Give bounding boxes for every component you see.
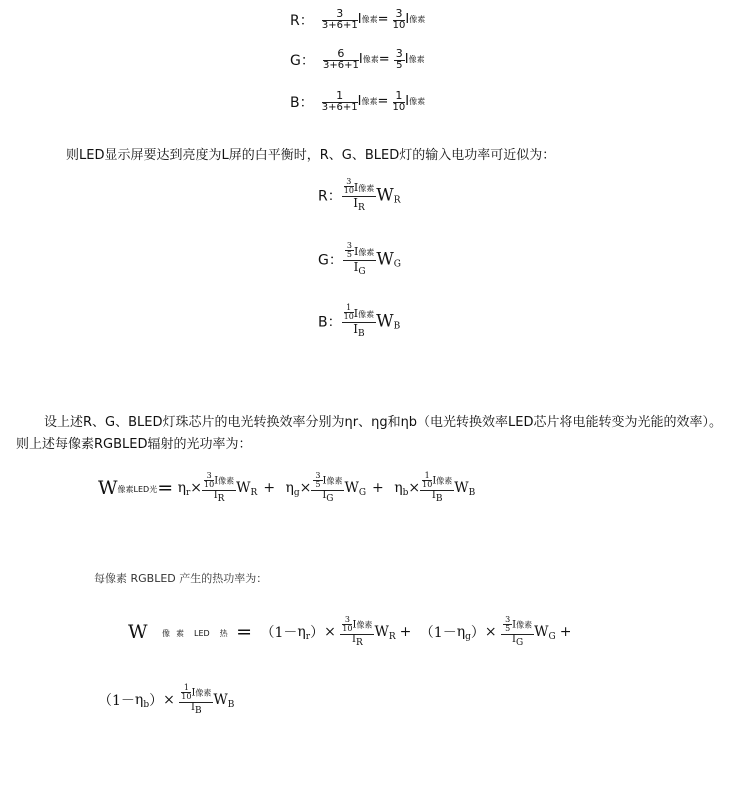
power-b-row: B： $\frac{1}{10}$ I像素 $I_B$ $W_B$ bbox=[318, 303, 401, 339]
heat-term-b: $\frac{1}{10}$ I像素 IB bbox=[181, 683, 212, 716]
share-b-fraction: $\frac{1}{3+6+1}$ bbox=[321, 89, 358, 113]
power-b-label: B： bbox=[318, 314, 342, 331]
power-g-label: G： bbox=[318, 252, 343, 269]
light-power-equation: W像素LED光= $\eta_r\times$ $\frac{3}{10}$ I像素 IR $W_R + \eta_g\times$ $\frac{3}{5}$ I像素 IG $W_G + \eta_b\times$ $\frac{1}{10}$ I像素 IB $W_B$ bbox=[98, 471, 476, 504]
paragraph-input-power: 则LED显示屏要达到亮度为L屏的白平衡时，R、G、BLED灯的输入电功率可近似为： bbox=[66, 148, 556, 163]
share-r-row: R： $\frac{3}{3+6+1}$ I像素= $\frac{3}{10}$ I像素 bbox=[290, 7, 426, 31]
power-g-row: G： $\frac{3}{5}$ I像素 $I_G$ $W_G$ bbox=[318, 241, 401, 277]
power-r-label: R： bbox=[318, 188, 342, 205]
light-term-g: $\frac{3}{5}$ I像素 IG bbox=[311, 472, 344, 504]
light-term-b: $\frac{1}{10}$ I像素 IB bbox=[422, 471, 453, 504]
share-b-row: B： $\frac{1}{3+6+1}$ I像素= $\frac{1}{10}$ I像素 bbox=[290, 89, 426, 113]
light-power-subscript: 像素LED光 bbox=[117, 485, 158, 495]
power-r-row: R： $\frac{3}{10}$ I像素 $I_R$ $W_R$ bbox=[318, 177, 401, 213]
heat-power-equation-line1: W 像 素 LED 热 = $(1-\eta_r)\times$ $\frac{3}{10}$ I像素 IR $W_R + (1-\eta_g)\times$ $\frac{3}{5}$ I像素 IG $W_G$ + bbox=[128, 615, 572, 648]
share-b-simplified: $\frac{1}{10}$ bbox=[392, 89, 406, 113]
heat-term-r: $\frac{3}{10}$ I像素 IR bbox=[342, 615, 373, 648]
share-r-fraction: $\frac{3}{3+6+1}$ bbox=[321, 7, 358, 31]
share-b-label: B： bbox=[290, 94, 314, 111]
share-r-label: R： bbox=[290, 12, 314, 29]
share-g-label: G： bbox=[290, 52, 315, 69]
share-g-fraction: $\frac{6}{3+6+1}$ bbox=[323, 47, 359, 71]
paragraph-efficiency: 设上述R、G、BLED灯珠芯片的电光转换效率分别为ηr、ηg和ηb（电光转换效率LED芯片将电能转变为光能的效率）。则上述每像素RGBLED辐射的光功率为： bbox=[16, 415, 723, 452]
heat-power-equation-line2: $(1-\eta_b)\times$ $\frac{1}{10}$ I像素 IB $W_B$ bbox=[98, 683, 235, 716]
power-r-fraction: $\frac{3}{10}$ I像素 $I_R$ bbox=[343, 177, 375, 213]
heat-term-g: $\frac{3}{5}$ I像素 IG bbox=[501, 616, 534, 648]
power-g-fraction: $\frac{3}{5}$ I像素 $I_G$ bbox=[343, 242, 376, 277]
paragraph-heat-power: 每像素 RGBLED 产生的热功率为： bbox=[94, 572, 268, 585]
share-r-simplified: $\frac{3}{10}$ bbox=[392, 7, 406, 31]
power-b-fraction: $\frac{1}{10}$ I像素 $I_B$ bbox=[343, 303, 375, 339]
share-g-row: G： $\frac{6}{3+6+1}$ I像素= $\frac{3}{5}$ I像素 bbox=[290, 47, 425, 71]
share-g-simplified: $\frac{3}{5}$ bbox=[395, 47, 403, 71]
light-term-r: $\frac{3}{10}$ I像素 IR bbox=[204, 471, 235, 504]
